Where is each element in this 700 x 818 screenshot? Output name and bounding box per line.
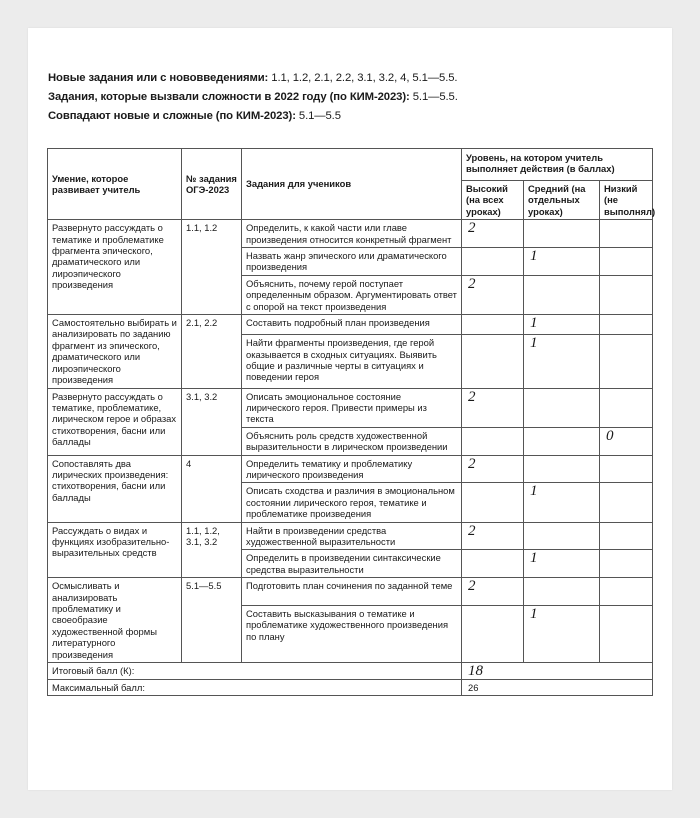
score-medium-cell: 1 — [524, 248, 600, 276]
task-cell: Определить в произведении синтаксические средства выразительности — [242, 550, 462, 578]
score-low-cell — [600, 550, 653, 578]
task-cell: Составить высказывания о тематике и проблематике художественного произведения по плану — [242, 605, 462, 662]
score-medium-cell — [524, 522, 600, 550]
task-cell: Найти в произведении средства художественной выразительности — [242, 522, 462, 550]
skill-cell: Развернуто рассуждать о тематике и проблематике фрагмента эпического, драматического или лироэпического произведения — [48, 220, 182, 315]
header-skill: Умение, которое развивает учитель — [48, 149, 182, 220]
header-task-number: № задания ОГЭ-2023 — [182, 149, 242, 220]
score-high-cell — [462, 315, 524, 335]
task-number-cell: 4 — [182, 455, 242, 522]
score-high-cell: 2 — [462, 275, 524, 314]
task-cell: Определить, к какой части или главе произведения относится конкретный фрагмент — [242, 220, 462, 248]
score-low-cell — [600, 388, 653, 427]
skill-cell: Сопоставлять два лирических произведения: стихотворения, басни или баллады — [48, 455, 182, 522]
score-medium-cell: 1 — [524, 550, 600, 578]
task-number-cell: 1.1, 1.2, 3.1, 3.2 — [182, 522, 242, 578]
score-high-cell: 2 — [462, 578, 524, 606]
task-cell: Назвать жанр эпического или драматического произведения — [242, 248, 462, 276]
document-page — [28, 28, 672, 790]
task-number-cell: 5.1—5.5 — [182, 578, 242, 663]
header-tasks: Задания для учеников — [242, 149, 462, 220]
skill-cell: Самостоятельно выбирать и анализировать по заданию фрагмент из эпического, драматического или лироэпического произведения — [48, 315, 182, 388]
score-high-cell: 2 — [462, 388, 524, 427]
score-high-cell: 2 — [462, 455, 524, 483]
task-number-cell: 1.1, 1.2 — [182, 220, 242, 315]
score-medium-cell: 1 — [524, 483, 600, 522]
total-label: Итоговый балл (К): — [48, 663, 462, 680]
score-medium-cell — [524, 427, 600, 455]
table-body — [48, 220, 653, 663]
task-number-cell: 3.1, 3.2 — [182, 388, 242, 455]
header-level: Уровень, на котором учитель выполняет действия (в баллах) — [462, 149, 653, 181]
score-low-cell — [600, 605, 653, 662]
skill-cell: Рассуждать о видах и функциях изобразительно-выразительных средств — [48, 522, 182, 578]
skill-cell: Осмысливать и анализировать проблематику и своеобразие художественной формы литературного произведения — [48, 578, 182, 663]
header-low: Низкий (не выполнял) — [600, 181, 653, 220]
table-row — [48, 388, 653, 427]
task-cell: Определить тематику и проблематику лирического произведения — [242, 455, 462, 483]
score-high-cell — [462, 335, 524, 388]
task-cell: Описать сходства и различия в эмоциональном состоянии лирического героя, тематике и проблематике произведения — [242, 483, 462, 522]
header-high: Высокий (на всех уроках) — [462, 181, 524, 220]
score-high-cell — [462, 483, 524, 522]
table-row — [48, 220, 653, 248]
score-low-cell — [600, 522, 653, 550]
score-low-cell — [600, 455, 653, 483]
skill-cell: Развернуто рассуждать о тематике, проблематике, лирическом герое и образах стихотворения, басни или баллады — [48, 388, 182, 455]
score-low-cell — [600, 483, 653, 522]
score-high-cell — [462, 427, 524, 455]
score-medium-cell: 1 — [524, 335, 600, 388]
intro-line-new: Новые задания или с нововведениями: 1.1, 1.2, 2.1, 2.2, 3.1, 3.2, 4, 5.1—5.5. — [48, 72, 458, 84]
max-value: 26 — [462, 680, 653, 696]
task-cell: Объяснить, почему герой поступает определенным образом. Аргументировать ответ с опорой на текст произведения — [242, 275, 462, 314]
score-medium-cell — [524, 220, 600, 248]
intro-block — [48, 72, 658, 129]
task-cell: Найти фрагменты произведения, где герой оказывается в сходных ситуациях. Выявить общие и различные черты в ситуациях и поведении героя — [242, 335, 462, 388]
score-low-cell — [600, 578, 653, 606]
score-low-cell — [600, 248, 653, 276]
task-cell: Описать эмоциональное состояние лирического героя. Привести примеры из текста — [242, 388, 462, 427]
header-medium: Средний (на отдельных уроках) — [524, 181, 600, 220]
score-medium-cell — [524, 388, 600, 427]
score-low-cell — [600, 220, 653, 248]
skills-table — [47, 148, 656, 696]
table-row — [48, 315, 653, 335]
score-low-cell — [600, 335, 653, 388]
score-medium-cell: 1 — [524, 605, 600, 662]
score-low-cell — [600, 275, 653, 314]
score-high-cell: 2 — [462, 522, 524, 550]
total-value: 18 — [462, 663, 653, 680]
task-cell: Составить подробный план произведения — [242, 315, 462, 335]
task-number-cell: 2.1, 2.2 — [182, 315, 242, 388]
score-high-cell: 2 — [462, 220, 524, 248]
score-low-cell: 0 — [600, 427, 653, 455]
score-low-cell — [600, 315, 653, 335]
task-cell: Подготовить план сочинения по заданной теме — [242, 578, 462, 606]
table-row — [48, 455, 653, 483]
score-high-cell — [462, 248, 524, 276]
intro-line-match: Совпадают новые и сложные (по КИМ-2023): 5.1—5.5 — [48, 110, 341, 122]
score-medium-cell — [524, 578, 600, 606]
intro-line-difficult: Задания, которые вызвали сложности в 2022 году (по КИМ-2023): 5.1—5.5. — [48, 91, 458, 103]
max-label: Максимальный балл: — [48, 680, 462, 696]
table-row — [48, 522, 653, 550]
score-high-cell — [462, 550, 524, 578]
score-medium-cell: 1 — [524, 315, 600, 335]
score-high-cell — [462, 605, 524, 662]
score-medium-cell — [524, 275, 600, 314]
task-cell: Объяснить роль средств художественной выразительности в лирическом произведении — [242, 427, 462, 455]
score-medium-cell — [524, 455, 600, 483]
table-row — [48, 578, 653, 606]
